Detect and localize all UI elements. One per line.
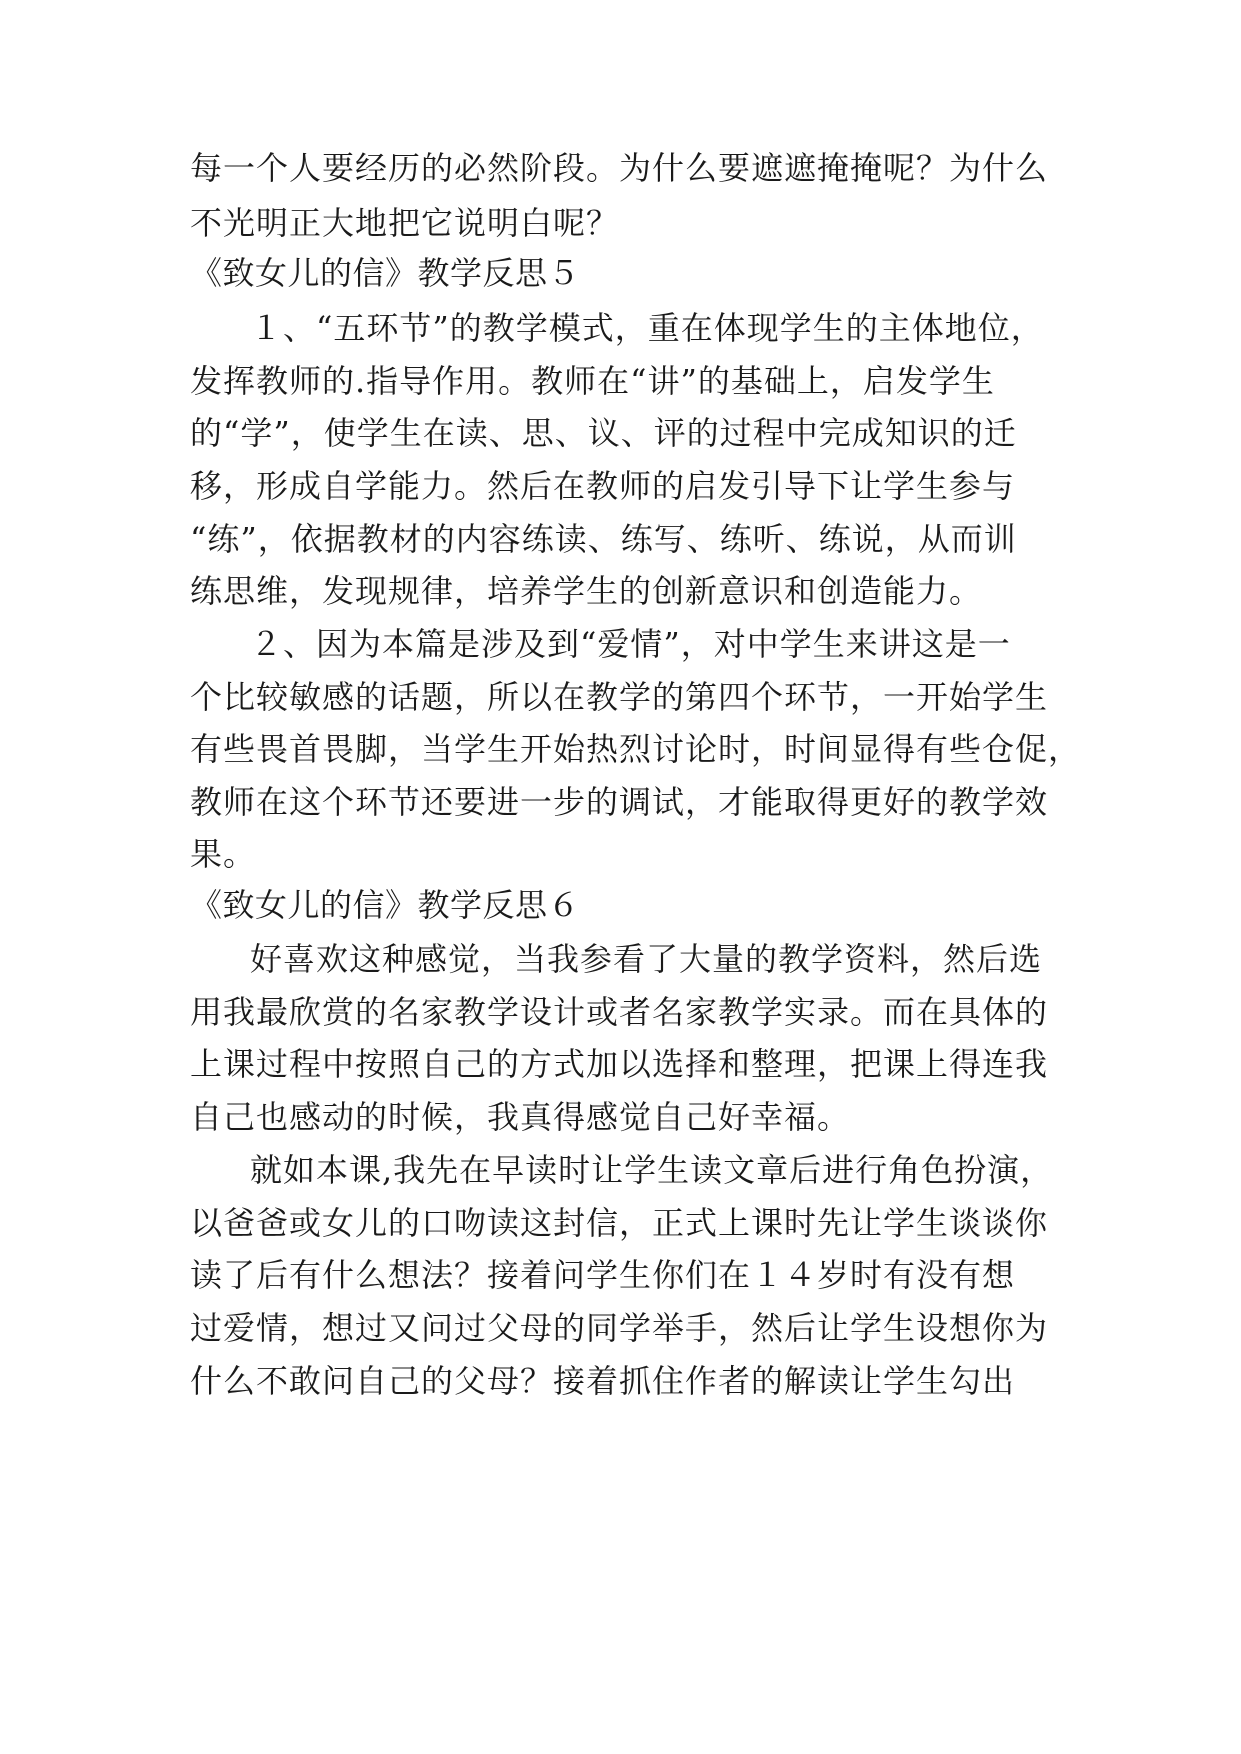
body-text-line: 练思维，发现规律，培养学生的创新意识和创造能力。 bbox=[190, 572, 983, 610]
body-text-line: 以爸爸或女儿的口吻读这封信，正式上课时先让学生谈谈你 bbox=[190, 1204, 1049, 1242]
section-heading: 《致女儿的信》教学反思６ bbox=[190, 886, 581, 924]
body-text-line: 用我最欣赏的名家教学设计或者名家教学实录。而在具体的 bbox=[190, 993, 1049, 1031]
body-text-line: １、“五环节”的教学模式，重在体现学生的主体地位， bbox=[250, 309, 1044, 347]
body-text-line: 果。 bbox=[190, 835, 257, 873]
body-text-line: 不光明正大地把它说明白呢？ bbox=[190, 204, 620, 242]
body-text-line: 有些畏首畏脚，当学生开始热烈讨论时，时间显得有些仓促， bbox=[190, 730, 1082, 768]
body-text-line: 上课过程中按照自己的方式加以选择和整理，把课上得连我 bbox=[190, 1045, 1049, 1083]
body-text-line: 自己也感动的时候，我真得感觉自己好幸福。 bbox=[190, 1098, 851, 1136]
body-text-line: 什么不敢问自己的父母？接着抓住作者的解读让学生勾出 bbox=[190, 1362, 1016, 1400]
body-text-line: 的“学”，使学生在读、思、议、评的过程中完成知识的迁 bbox=[190, 414, 1017, 452]
body-text-line: 好喜欢这种感觉，当我参看了大量的教学资料，然后选 bbox=[250, 940, 1043, 978]
body-text-line: 移，形成自学能力。然后在教师的启发引导下让学生参与 bbox=[190, 467, 1016, 505]
body-text-line: “练”，依据教材的内容练读、练写、练听、练说，从而训 bbox=[190, 520, 1017, 558]
body-text-line: ２、因为本篇是涉及到“爱情”，对中学生来讲这是一 bbox=[250, 625, 1011, 663]
body-text-line: 每一个人要经历的必然阶段。为什么要遮遮掩掩呢？为什么 bbox=[190, 149, 1049, 187]
body-text-line: 教师在这个环节还要进一步的调试，才能取得更好的教学效 bbox=[190, 783, 1049, 821]
body-text-line: 发挥教师的.指导作用。教师在“讲”的基础上，启发学生 bbox=[190, 362, 995, 400]
body-text-line: 过爱情，想过又问过父母的同学举手，然后让学生设想你为 bbox=[190, 1309, 1049, 1347]
section-heading: 《致女儿的信》教学反思５ bbox=[190, 254, 581, 292]
body-text-line: 个比较敏感的话题，所以在教学的第四个环节，一开始学生 bbox=[190, 678, 1049, 716]
body-text-line: 就如本课,我先在早读时让学生读文章后进行角色扮演， bbox=[250, 1151, 1054, 1189]
body-text-line: 读了后有什么想法？接着问学生你们在１４岁时有没有想 bbox=[190, 1256, 1016, 1294]
